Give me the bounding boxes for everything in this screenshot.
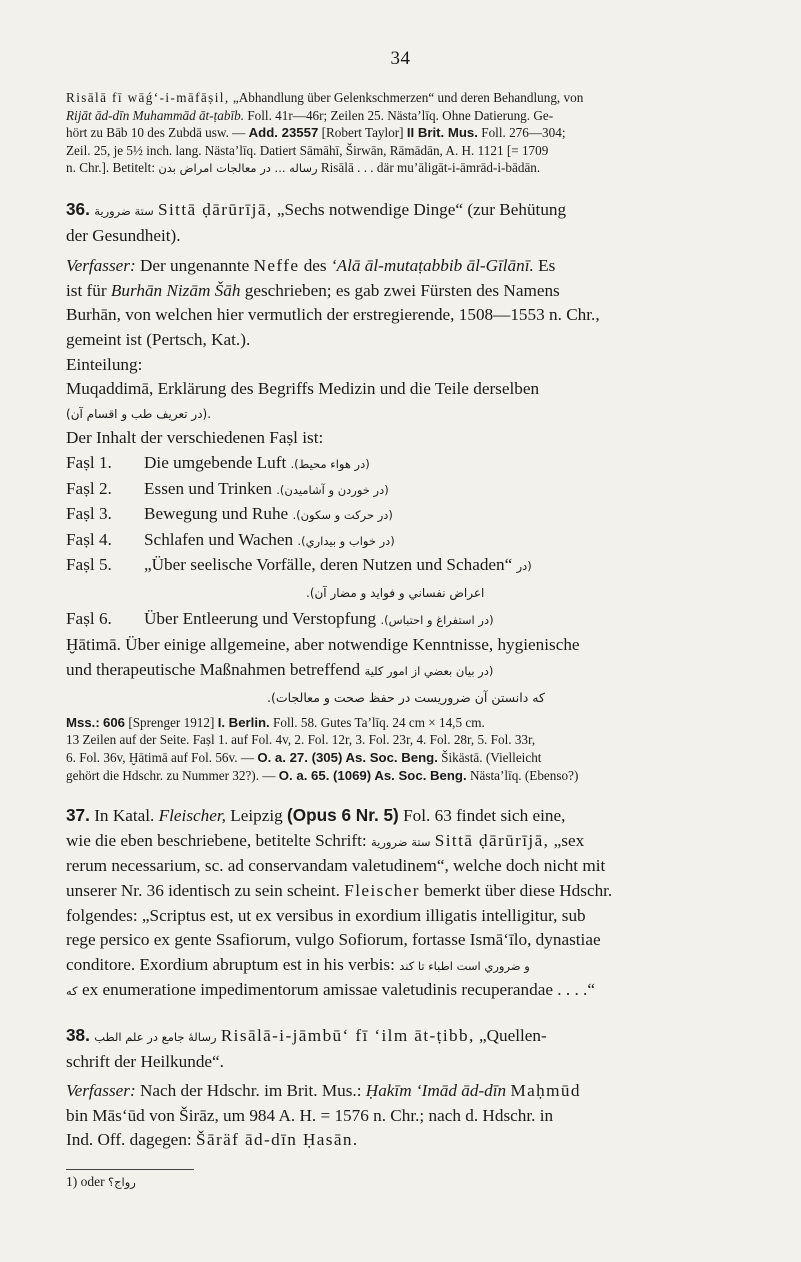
entry-details: n. Chr.]. Betitelt: xyxy=(66,160,156,176)
fasl-row xyxy=(66,607,746,633)
page-number: 34 xyxy=(390,48,411,69)
text: des xyxy=(303,256,327,276)
text: ist für xyxy=(66,280,107,300)
entry-title: Sittā ḍārūrījā, xyxy=(158,199,273,219)
arabic-text: (در بيان بعضي از امور كلية xyxy=(364,663,494,678)
fasl-row xyxy=(66,502,746,528)
fasl-text: Bewegung und Ruhe xyxy=(144,504,289,524)
ms-number: 606 xyxy=(103,714,126,730)
text: conditore. Exordium abruptum est in his verbis: xyxy=(66,954,395,974)
fasl-row xyxy=(66,451,746,477)
text: bemerkt über diese Hdschr. xyxy=(424,881,613,900)
ms-details: gehört die Hdschr. zu Nummer 32?). — xyxy=(66,767,276,783)
text: Burhān, von welchen hier vermutlich der erstregierende, 1508—1553 n. Chr., xyxy=(66,305,600,325)
text: folgendes: „Scriptus est, ut ex versibus in exordium illigatis intelligitur, sub xyxy=(66,905,586,925)
text: „sex xyxy=(553,830,585,850)
verfasser-label: Verfasser: xyxy=(66,1081,136,1101)
arabic-title: رسالهٔ جامع در علم الطب xyxy=(94,1029,217,1044)
hatima: und therapeutische Maßnahmen betreffend xyxy=(66,659,361,679)
entry-number: 36. xyxy=(66,198,90,219)
arabic-text: كه دانستن آن ضروريست در حفظ صحت و معالجات). xyxy=(267,690,545,706)
fasl-row xyxy=(66,477,746,503)
text: Nach der Hdschr. im Brit. Mus.: xyxy=(140,1081,362,1101)
verfasser-label: Verfasser: xyxy=(66,256,136,276)
entry-title: Risālā-i-jāmbū‘ fī ‘ilm āt-ṭibb, xyxy=(220,1025,475,1045)
fasl-label: Faṣl 3. xyxy=(66,504,112,524)
arabic-title: ستة ضرورية xyxy=(370,834,431,849)
text: Ind. Off. dagegen: xyxy=(66,1130,192,1150)
arabic-text: (در خوردن و آشاميدن). xyxy=(276,482,389,497)
text: rege persico ex gente Ssafiorum, vulgo Sofiorum, fortasse Ismā‘īlo, dynastiae xyxy=(66,930,601,950)
footnote-marker: 1) xyxy=(66,1173,78,1189)
entry-top xyxy=(66,89,746,178)
mss-label: Mss.: xyxy=(66,714,100,730)
author-name: Šāräf ād-dīn Ḥasān. xyxy=(195,1130,359,1150)
entry-36 xyxy=(66,197,746,784)
text: „Quellen- xyxy=(478,1025,547,1045)
arabic-text: (در استفراغ و احتباس). xyxy=(380,613,494,628)
mss-block xyxy=(66,714,746,784)
text: Leipzig xyxy=(230,806,283,826)
fasl-text: „Über seelische Vorfälle, deren Nutzen und Schaden“ xyxy=(144,555,513,575)
entry-number: 37. xyxy=(66,805,90,826)
author-name: Ḥakīm ‘Imād ād-dīn xyxy=(365,1081,507,1101)
entry-desc: der Gesundheit). xyxy=(66,225,181,245)
entry-details: hört zu Bāb 10 des Zubdā usw. — xyxy=(66,125,246,141)
arabic-text: و ضروري است اطباء تا كند xyxy=(399,958,530,973)
ms-shelfmark: Add. 23557 xyxy=(248,125,319,141)
ms-library: I. Berlin. xyxy=(217,714,270,730)
ms-library: O. a. 27. (305) As. Soc. Beng. xyxy=(257,750,438,766)
entry-title-translit: Risālā . . . där mu’āligāt-i-āmrād-i-bādān. xyxy=(320,160,541,176)
text: Fol. 63 findet sich eine, xyxy=(403,806,566,826)
text: unserer Nr. 36 identisch zu sein scheint. xyxy=(66,881,340,900)
entry-37 xyxy=(66,803,746,1004)
entry-details: Foll. 41r—46r; Zeilen 25. Nästa’līq. Ohne Datierung. Ge- xyxy=(247,107,554,123)
ms-details: 13 Zeilen auf der Seite. Faṣl 1. auf Fol. 4v, 2. Fol. 12r, 3. Fol. 23r, 4. Fol. 28r, 5. Fol. 33r, xyxy=(66,732,536,748)
author-name: Maḥmūd xyxy=(510,1081,581,1101)
entry-number: 38. xyxy=(66,1024,90,1045)
ms-details: Foll. 58. Gutes Ta’līq. 24 cm × 14,5 cm. xyxy=(273,714,485,730)
ms-library: II Brit. Mus. xyxy=(406,125,478,141)
entry-details: Zeil. 25, je 5½ inch. lang. Nästa’līq. Datiert Sāmāhī, Širwān, Rāmādān, A. H. 1121 [= 1709 xyxy=(66,142,549,158)
fasl-label: Faṣl 6. xyxy=(66,609,112,629)
text: schrift der Heilkunde“. xyxy=(66,1051,224,1071)
fasl-text: Die umgebende Luft xyxy=(144,452,287,472)
entry-desc: „Abhandlung über Gelenkschmerzen“ und deren Behandlung, von xyxy=(232,90,584,105)
fasl-label: Faṣl 4. xyxy=(66,529,112,549)
fasl-text: Schlafen und Wachen xyxy=(144,529,294,549)
text: ex enumeratione impedimentorum amissae valetudinis recuperandae . . . .“ xyxy=(81,980,595,1000)
entry-details: Foll. 276—304; xyxy=(481,125,566,141)
author-name: ‘Alā āl-mutaṭabbib āl-Gīlānī. xyxy=(330,256,534,276)
arabic-text: (در تعريف طب و اقسام آن). xyxy=(66,406,212,421)
entry-title: Risālā fī wāǵ‘-i-māfāṣil, xyxy=(66,90,230,105)
arabic-title: رساله ... در معالجات امراض بدن xyxy=(158,161,318,176)
fasl-text: Über Entleerung und Verstopfung xyxy=(144,609,377,629)
inhalt-label: Der Inhalt der verschiedenen Faṣl ist: xyxy=(66,428,324,448)
text: Der ungenannte xyxy=(140,256,250,276)
arabic-title: ستة ضرورية xyxy=(94,203,154,218)
text: Neffe xyxy=(253,256,300,276)
fasl-row xyxy=(66,553,746,579)
text: Es xyxy=(538,256,556,276)
person-name: Fleischer xyxy=(344,881,420,900)
arabic-text: (در هواء محيط). xyxy=(290,456,370,471)
arabic-text: (در خواب و بيداري). xyxy=(297,533,395,548)
patron-name: Burhān Nizām Šāh xyxy=(110,280,241,300)
fasl-label: Faṣl 5. xyxy=(66,555,112,575)
ms-library: O. a. 65. (1069) As. Soc. Beng. xyxy=(278,767,467,783)
arabic-text: رواج؟ xyxy=(108,1174,136,1189)
ms-provenance: [Sprenger 1912] xyxy=(128,714,215,730)
footnote-text: oder xyxy=(80,1173,105,1189)
text: rerum necessarium, sc. ad conservandam valetudinem“, welche doch nicht mit xyxy=(66,856,606,876)
entry-38 xyxy=(66,1023,746,1153)
hatima: Ḫātimā. Über einige allgemeine, aber notwendige Kenntnisse, hygienische xyxy=(66,635,580,655)
arabic-text: (در xyxy=(516,559,532,574)
page-body xyxy=(66,89,746,1190)
text: geschrieben; es gab zwei Fürsten des Namens xyxy=(244,280,560,300)
arabic-text: (در حركت و سكون). xyxy=(292,508,393,523)
arabic-text: اعراض نفساني و فوايد و مضار آن). xyxy=(306,585,485,600)
text: gemeint ist (Pertsch, Kat.). xyxy=(66,329,251,349)
fasl-row xyxy=(66,528,746,554)
arabic-text: كه xyxy=(66,984,78,999)
ms-provenance: [Robert Taylor] xyxy=(321,125,404,141)
muqaddima: Muqaddimā, Erklärung des Begriffs Medizin und die Teile derselben xyxy=(66,379,540,399)
author-name: Rijāt ād-dīn Muhammād āt-ṭabīb. xyxy=(66,107,245,123)
ms-details: 6. Fol. 36v, Ḫātimā auf Fol. 56v. — xyxy=(66,750,255,766)
fasl-label: Faṣl 1. xyxy=(66,452,112,472)
ms-details: Šikästā. (Vielleicht xyxy=(441,750,542,766)
entry-desc: „Sechs notwendige Dinge“ (zur Behütung xyxy=(276,199,567,219)
text: wie die eben beschriebene, betitelte Schrift: xyxy=(66,830,367,850)
einteilung-label: Einteilung: xyxy=(66,354,143,374)
fasl-label: Faṣl 2. xyxy=(66,478,112,498)
footnote xyxy=(66,1174,746,1190)
text: In Katal. xyxy=(94,806,155,826)
opus-ref: (Opus 6 Nr. 5) xyxy=(287,805,399,826)
fasl-text: Essen und Trinken xyxy=(144,478,272,498)
footnote-rule xyxy=(66,1169,194,1170)
entry-title: Sittā ḍārūrījā, xyxy=(434,830,550,850)
text: bin Mās‘ūd von Širāz, um 984 A. H. = 1576 n. Chr.; nach d. Hdschr. in xyxy=(66,1105,554,1125)
catalogue-name: Fleischer, xyxy=(158,806,226,826)
ms-details: Nästa’līq. (Ebenso?) xyxy=(469,767,579,783)
